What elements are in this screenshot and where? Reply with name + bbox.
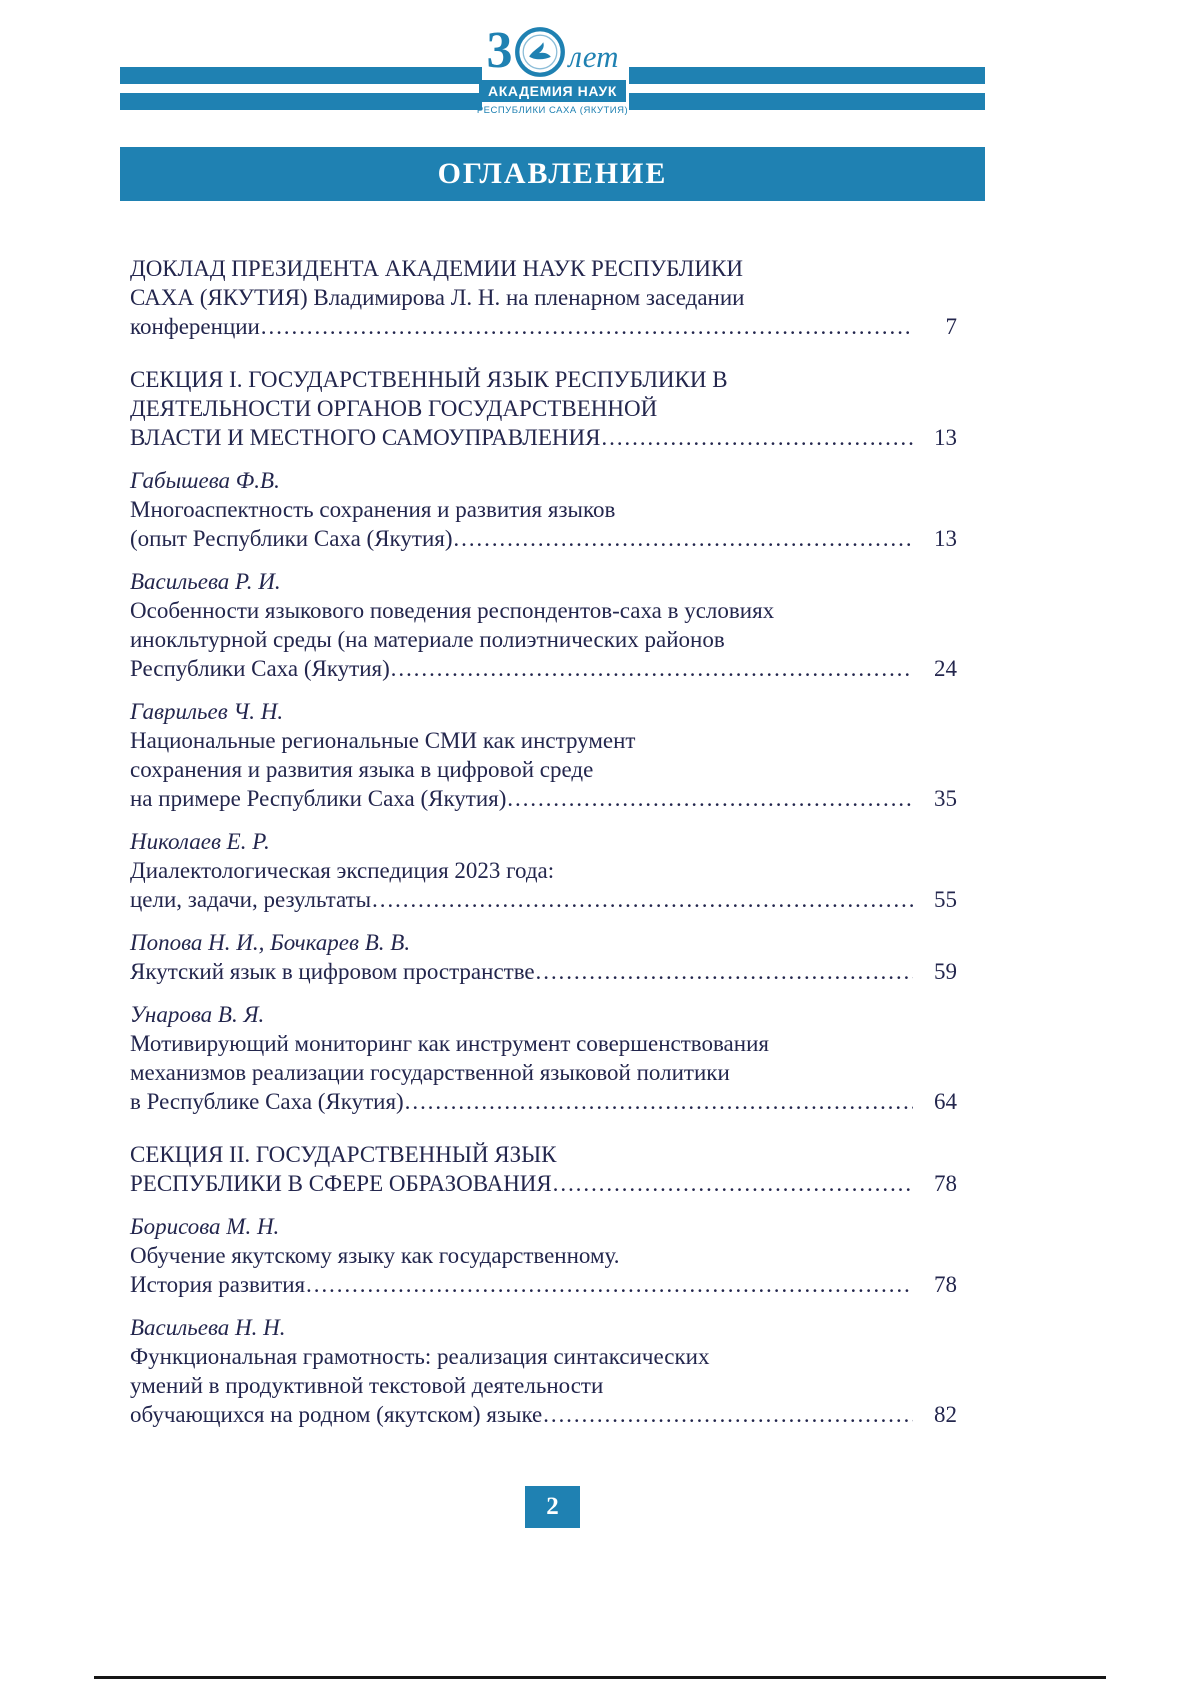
toc-entry [130, 827, 957, 914]
academy-emblem-icon [514, 26, 566, 78]
dot-leader [305, 1270, 913, 1299]
toc-line: Обучение якутскому языку как государственному. [130, 1243, 620, 1268]
anniversary-logo [120, 16, 985, 116]
toc-section-heading [130, 365, 957, 452]
toc-entry-author: Борисова М. Н. [130, 1214, 280, 1239]
toc-line: Многоаспектность сохранения и развития языков [130, 497, 616, 522]
toc-page-number: 78 [934, 1171, 957, 1196]
toc-section-heading [130, 1140, 957, 1198]
dot-leader [552, 1169, 913, 1198]
dot-leader [371, 885, 913, 914]
footer-page-number: 2 [525, 1486, 580, 1528]
toc-line: (опыт Республики Саха (Якутия) [130, 526, 453, 551]
toc-page-number: 64 [934, 1089, 957, 1114]
toc-entry-author: Васильева Н. Н. [130, 1315, 286, 1340]
toc-entry [130, 1000, 957, 1116]
toc-line: Диалектологическая экспедиция 2023 года: [130, 858, 555, 883]
toc-page-number: 24 [934, 656, 957, 681]
toc-lastline [130, 957, 957, 986]
dot-leader [542, 1400, 913, 1429]
toc-line: инокльтурной среды (на материале полиэтнических районов [130, 627, 725, 652]
toc-lastline [130, 1169, 957, 1198]
toc-line: в Республике Саха (Якутия) [130, 1089, 404, 1114]
academy-region: РЕСПУБЛИКИ САХА (ЯКУТИЯ) [476, 105, 629, 116]
page-title: ОГЛАВЛЕНИЕ [437, 157, 668, 190]
dot-leader [506, 784, 913, 813]
toc-entry [130, 1212, 957, 1299]
anniversary-logo-row [486, 16, 618, 80]
toc-lastline [130, 423, 957, 452]
toc-line: САХА (ЯКУТИЯ) Владимирова Л. Н. на пленарном заседании [130, 285, 745, 310]
toc-line: СЕКЦИЯ I. ГОСУДАРСТВЕННЫЙ ЯЗЫК РЕСПУБЛИКИ В [130, 367, 728, 392]
toc-entry-author: Гаврильев Ч. Н. [130, 699, 284, 724]
dot-leader [600, 423, 913, 452]
toc-line: Мотивирующий мониторинг как инструмент совершенствования [130, 1031, 769, 1056]
toc-line: на примере Республики Саха (Якутия) [130, 786, 507, 811]
toc-lastline [130, 885, 957, 914]
academy-name: АКАДЕМИЯ НАУК [479, 80, 626, 102]
toc-lastline [130, 312, 957, 341]
toc-line: Особенности языкового поведения респондентов-саха в условиях [130, 598, 775, 623]
toc-page-number: 78 [934, 1272, 957, 1297]
dot-leader [404, 1087, 913, 1116]
toc-lastline [130, 784, 957, 813]
dot-leader [535, 957, 913, 986]
toc-line: механизмов реализации государственной языковой политики [130, 1060, 730, 1085]
dot-leader [260, 312, 913, 341]
toc-line: Якутский язык в цифровом пространстве [130, 959, 535, 984]
bottom-edge-rule [94, 1676, 1106, 1679]
toc-entry [130, 466, 957, 553]
toc-line: ДЕЯТЕЛЬНОСТИ ОРГАНОВ ГОСУДАРСТВЕННОЙ [130, 396, 658, 421]
toc-page-number: 13 [934, 526, 957, 551]
toc-lastline [130, 1400, 957, 1429]
toc-line: Республики Саха (Якутия) [130, 656, 390, 681]
toc-line: Национальные региональные СМИ как инструмент [130, 728, 636, 753]
toc-entry-author: Унарова В. Я. [130, 1002, 265, 1027]
toc-line: цели, задачи, результаты [130, 887, 372, 912]
toc-line: обучающихся на родном (якутском) языке [130, 1402, 543, 1427]
anniversary-number: 3 [486, 22, 513, 79]
toc-entry-author: Николаев Е. Р. [130, 829, 270, 854]
toc-entry-author: Васильева Р. И. [130, 569, 281, 594]
toc-entry [130, 928, 957, 986]
toc-line: ДОКЛАД ПРЕЗИДЕНТА АКАДЕМИИ НАУК РЕСПУБЛИКИ [130, 256, 743, 281]
page-title-bar [120, 147, 985, 201]
toc-line: РЕСПУБЛИКИ В СФЕРЕ ОБРАЗОВАНИЯ [130, 1171, 552, 1196]
toc-lastline [130, 1087, 957, 1116]
toc-page-number: 59 [934, 959, 957, 984]
anniversary-years-label: лет [568, 39, 619, 74]
toc-entry-author: Габышева Ф.В. [130, 468, 280, 493]
toc-entry [130, 567, 957, 683]
toc-line: СЕКЦИЯ II. ГОСУДАРСТВЕННЫЙ ЯЗЫК [130, 1142, 557, 1167]
toc-line: конференции [130, 314, 260, 339]
table-of-contents [130, 254, 957, 1443]
toc-lastline [130, 524, 957, 553]
toc-line: умений в продуктивной текстовой деятельности [130, 1373, 604, 1398]
toc-lastline [130, 1270, 957, 1299]
toc-line: ВЛАСТИ И МЕСТНОГО САМОУПРАВЛЕНИЯ [130, 425, 601, 450]
toc-entry [130, 697, 957, 813]
toc-page-number: 55 [934, 887, 957, 912]
toc-line: История развития [130, 1272, 306, 1297]
toc-page-number: 82 [934, 1402, 957, 1427]
toc-entry-author: Попова Н. И., Бочкарев В. В. [130, 930, 411, 955]
toc-page-number: 35 [934, 786, 957, 811]
toc-page-number: 7 [945, 314, 957, 339]
toc-line: Функциональная грамотность: реализация синтаксических [130, 1344, 710, 1369]
dot-leader [390, 654, 913, 683]
toc-entry [130, 1313, 957, 1429]
toc-section-heading [130, 254, 957, 341]
toc-page-number: 13 [934, 425, 957, 450]
toc-line: сохранения и развития языка в цифровой среде [130, 757, 594, 782]
toc-lastline [130, 654, 957, 683]
dot-leader [453, 524, 913, 553]
